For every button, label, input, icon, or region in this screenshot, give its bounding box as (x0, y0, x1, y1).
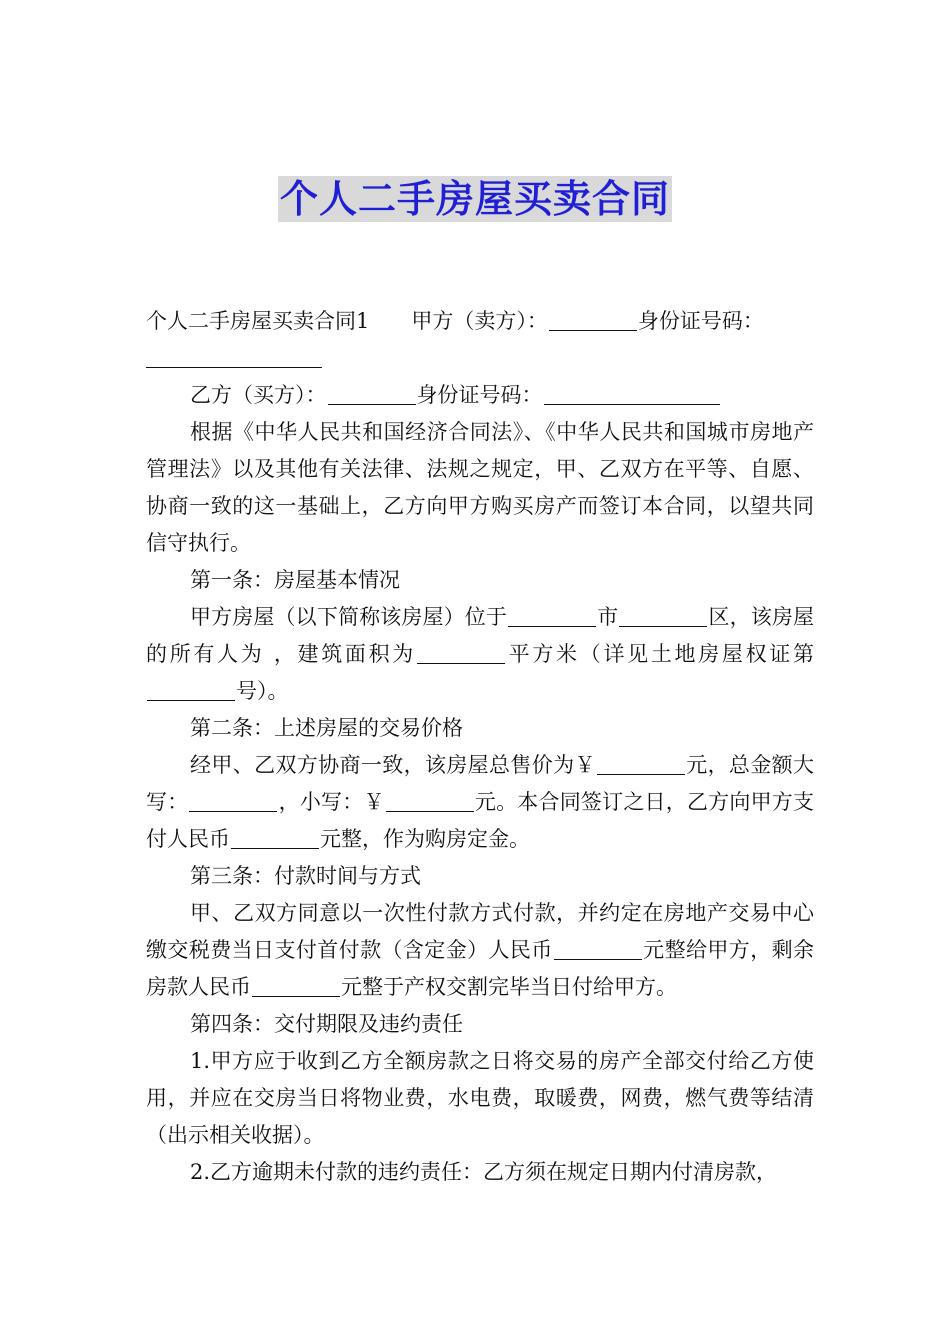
article-1-text-d: 平方米（详见土地房屋权证第 (505, 642, 814, 666)
party-b-paragraph (146, 377, 814, 414)
article-4-heading: 第四条：交付期限及违约责任 (190, 1012, 463, 1036)
down-payment-blank (554, 938, 642, 960)
certificate-blank (147, 679, 235, 701)
party-a-label: 个人二手房屋买卖合同1 甲方（卖方）： (146, 309, 548, 333)
party-a-line (146, 309, 764, 333)
party-b-id-blank (544, 383, 720, 405)
preamble-paragraph: 根据《中华人民共和国经济合同法》、《中华人民共和国城市房地产管理法》以及其他有关法律、法规之规定，甲、乙双方在平等、自愿、协商一致的这一基础上，乙方向甲方购买房产而签订本合同，以望共同信守执行。 (146, 420, 814, 555)
article-4-item-2: 2.乙方逾期未付款的违约责任：乙方须在规定日期内付清房款， (190, 1160, 778, 1184)
article-1-text-a: 甲方房屋（以下简称该房屋）位于 (190, 605, 508, 629)
article-4-item-1: 1.甲方应于收到乙方全额房款之日将交易的房产全部交付给乙方使用，并应在交房当日将物业费，水电费，取暖费，网费，燃气费等结清（出示相关收据）。 (146, 1049, 814, 1147)
party-a-id-blank (146, 346, 322, 368)
amount-words-blank (189, 790, 277, 812)
article-2-text-d: 元。本合同签订之日，乙方向甲方支付人民币 (146, 790, 815, 851)
article-2-text-e: 元整，作为购房定金。 (320, 827, 530, 851)
area-blank (417, 642, 505, 664)
article-1-paragraph (146, 599, 814, 710)
party-a-id-label: 身份证号码： (637, 309, 764, 333)
district-blank (619, 605, 707, 627)
party-a-paragraph (146, 303, 814, 377)
deposit-blank (231, 827, 319, 849)
party-a-name-blank (549, 309, 637, 331)
city-blank (508, 605, 596, 627)
article-1-text-e: 号）。 (236, 679, 289, 703)
article-2-text-b: 元，总金额大写： (146, 753, 815, 814)
total-price-blank (597, 753, 685, 775)
article-3-paragraph (146, 895, 814, 1006)
article-2-heading: 第二条：上述房屋的交易价格 (190, 716, 463, 740)
article-3-text-c: 元整于产权交割完毕当日付给甲方。 (341, 975, 677, 999)
article-2-paragraph (146, 747, 814, 858)
party-b-name-blank (328, 383, 416, 405)
article-1-text-b: 市 (597, 605, 619, 629)
article-2-text-a: 经甲、乙双方协商一致，该房屋总售价为￥ (190, 753, 596, 777)
article-3-heading: 第三条：付款时间与方式 (190, 864, 421, 888)
article-1-text-c: 区，该房屋的所有人为 ，建筑面积为 (146, 605, 815, 666)
article-3-text-a: 甲、乙双方同意以一次性付款方式付款，并约定在房地产交易中心缴交税费当日支付首付款（含定金）人民币 (146, 901, 814, 962)
article-2-text-c: ，小写：￥ (278, 790, 385, 814)
remaining-payment-blank (252, 975, 340, 997)
title-container (0, 176, 950, 222)
article-1-heading: 第一条：房屋基本情况 (190, 568, 400, 592)
amount-figures-blank (386, 790, 474, 812)
party-b-id-label: 身份证号码： (416, 383, 543, 407)
article-3-text-b: 元整给甲方，剩余房款人民币 (146, 938, 815, 999)
document-title: 个人二手房屋买卖合同 (279, 177, 670, 221)
contract-body (146, 303, 814, 1191)
party-b-label: 乙方（买方）： (190, 383, 327, 407)
